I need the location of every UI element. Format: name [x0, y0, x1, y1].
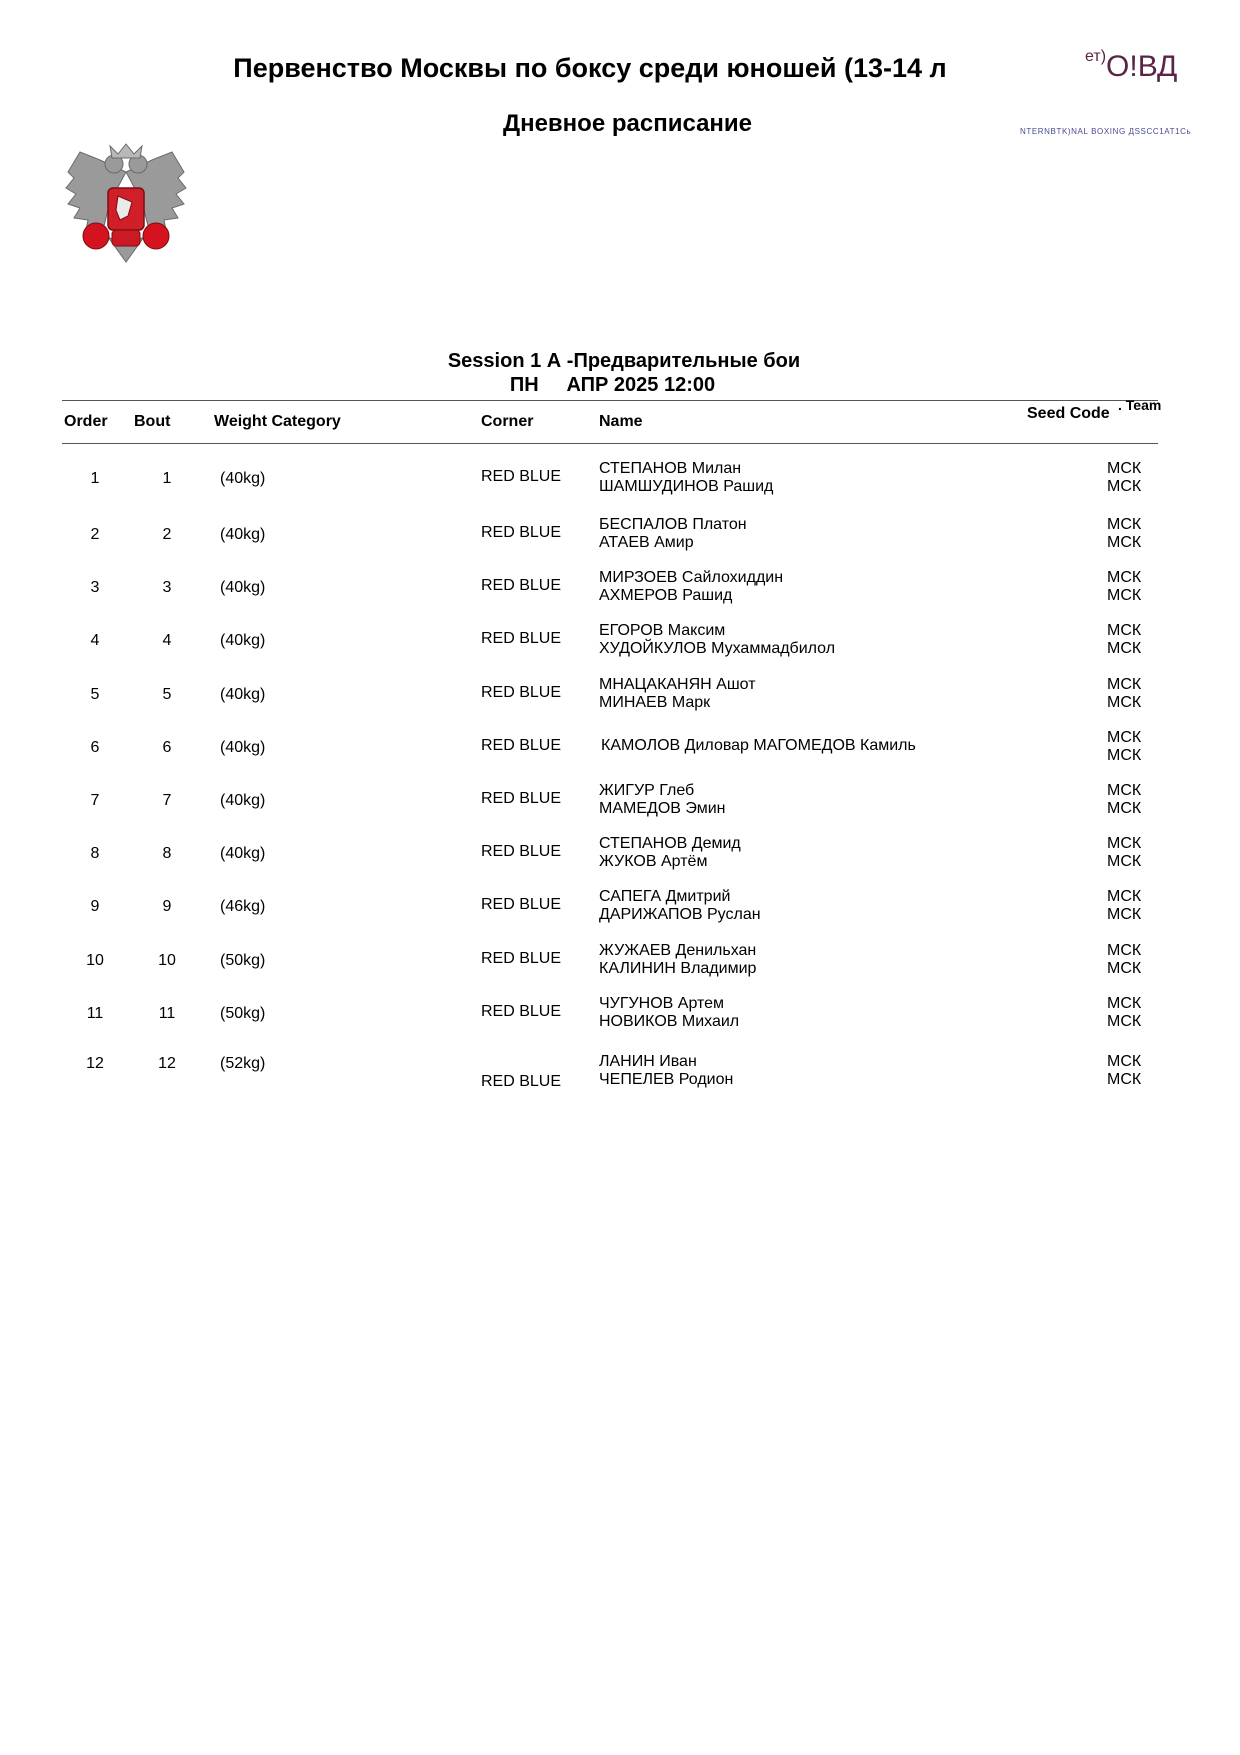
blue-team: МСК: [1107, 1013, 1142, 1030]
blue-boxer-name: ШАМШУДИНОВ Рашид: [599, 478, 774, 495]
order-cell: 3: [90, 579, 100, 596]
red-team: МСК: [1107, 729, 1142, 746]
column-header-order: Order: [64, 413, 108, 430]
iba-logo-sup: ет): [1085, 48, 1107, 65]
blue-boxer-name: КАЛИНИН Владимир: [599, 960, 757, 977]
table-row: [0, 987, 1240, 1037]
blue-boxer-name: АТАЕВ Амир: [599, 534, 694, 551]
federation-emblem-icon: [60, 142, 192, 277]
table-row: [0, 561, 1240, 611]
weight-cell: (52kg): [220, 1055, 266, 1072]
bout-cell: 2: [162, 526, 172, 543]
weight-cell: (40kg): [220, 470, 266, 487]
corner-cell: RED BLUE: [481, 1073, 562, 1090]
iba-tagline: NTERNBTK)NAL BOXING ДSSCC1AT1Сь: [1020, 127, 1192, 136]
header-top-rule: [62, 400, 1158, 401]
corner-cell: RED BLUE: [481, 468, 562, 485]
order-cell: 2: [90, 526, 100, 543]
table-row: [0, 614, 1240, 664]
weight-cell: (40kg): [220, 686, 266, 703]
column-header-weight: Weight Category: [214, 413, 341, 430]
bout-cell: 4: [162, 632, 172, 649]
order-cell: 10: [86, 952, 104, 969]
red-team: МСК: [1107, 1053, 1142, 1070]
red-team: МСК: [1107, 676, 1142, 693]
corner-cell: RED BLUE: [481, 896, 562, 913]
bout-cell: 7: [162, 792, 172, 809]
bout-cell: 3: [162, 579, 172, 596]
weight-cell: (50kg): [220, 1005, 266, 1022]
red-boxer-name: СТЕПАНОВ Демид: [599, 835, 741, 852]
table-row: [0, 774, 1240, 824]
session-title: Session 1 А -Предварительные бои: [447, 350, 801, 372]
column-header-bout: Bout: [134, 413, 171, 430]
bout-cell: 9: [162, 898, 172, 915]
red-team: МСК: [1107, 569, 1142, 586]
order-cell: 1: [90, 470, 100, 487]
corner-cell: RED BLUE: [481, 843, 562, 860]
session-datetime: АПР 2025 12:00: [566, 374, 716, 396]
iba-logo-main: О!ВД: [1106, 50, 1178, 83]
weight-cell: (40kg): [220, 526, 266, 543]
table-row: [0, 1045, 1240, 1095]
column-header-team: . Team: [1118, 397, 1162, 413]
table-row: [0, 827, 1240, 877]
corner-cell: RED BLUE: [481, 524, 562, 541]
blue-boxer-name: ДАРИЖАПОВ Руслан: [599, 906, 761, 923]
order-cell: 4: [90, 632, 100, 649]
red-boxer-name: ЛАНИН Иван: [599, 1053, 697, 1070]
bout-cell: 8: [162, 845, 172, 862]
blue-team: МСК: [1107, 853, 1142, 870]
corner-cell: RED BLUE: [481, 577, 562, 594]
order-cell: 5: [90, 686, 100, 703]
weight-cell: (46kg): [220, 898, 266, 915]
red-team: МСК: [1107, 622, 1142, 639]
table-row: [0, 508, 1240, 558]
red-team: МСК: [1107, 516, 1142, 533]
corner-cell: RED BLUE: [481, 950, 562, 967]
weight-cell: (40kg): [220, 579, 266, 596]
column-header-corner: Corner: [481, 413, 534, 430]
order-cell: 11: [86, 1005, 104, 1022]
blue-boxer-name: АХМЕРОВ Рашид: [599, 587, 733, 604]
blue-team: МСК: [1107, 587, 1142, 604]
blue-team: МСК: [1107, 640, 1142, 657]
blue-boxer-name: ХУДОЙКУЛОВ Мухаммадбилол: [599, 640, 836, 657]
order-cell: 9: [90, 898, 100, 915]
red-boxer-name: МИРЗОЕВ Сайлохиддин: [599, 569, 784, 586]
blue-boxer-name: МИНАЕВ Марк: [599, 694, 711, 711]
order-cell: 12: [86, 1055, 104, 1072]
corner-cell: RED BLUE: [481, 1003, 562, 1020]
blue-team: МСК: [1107, 906, 1142, 923]
order-cell: 8: [90, 845, 100, 862]
red-team: МСК: [1107, 460, 1142, 477]
iba-logo: [1085, 50, 1177, 84]
corner-cell: RED BLUE: [481, 790, 562, 807]
column-header-seed: Seed Code: [1027, 405, 1110, 422]
page-subtitle: Дневное расписание: [502, 110, 753, 137]
column-header-name: Name: [599, 413, 643, 430]
red-boxer-name: ЕГОРОВ Максим: [599, 622, 726, 639]
red-team: МСК: [1107, 888, 1142, 905]
red-team: МСК: [1107, 942, 1142, 959]
bout-cell: 5: [162, 686, 172, 703]
page-title: Первенство Москвы по боксу среди юношей (13-14 л: [233, 53, 947, 83]
bout-cell: 12: [158, 1055, 176, 1072]
blue-team: МСК: [1107, 800, 1142, 817]
blue-boxer-name: ЖУКОВ Артём: [599, 853, 708, 870]
red-boxer-name: ЧУГУНОВ Артем: [599, 995, 725, 1012]
table-row: [0, 934, 1240, 984]
red-boxer-name: КАМОЛОВ Диловар МАГОМЕДОВ Камиль: [601, 737, 916, 754]
red-boxer-name: СТЕПАНОВ Милан: [599, 460, 742, 477]
red-boxer-name: МНАЦАКАНЯН Ашот: [599, 676, 756, 693]
weight-cell: (40kg): [220, 739, 266, 756]
blue-boxer-name: МАМЕДОВ Эмин: [599, 800, 726, 817]
blue-team: МСК: [1107, 534, 1142, 551]
bout-cell: 10: [158, 952, 176, 969]
blue-team: МСК: [1107, 747, 1142, 764]
table-row: [0, 668, 1240, 718]
table-row: [0, 721, 1240, 771]
table-row: [0, 880, 1240, 930]
red-team: МСК: [1107, 835, 1142, 852]
red-team: МСК: [1107, 782, 1142, 799]
session-day: ПН: [509, 374, 539, 396]
weight-cell: (50kg): [220, 952, 266, 969]
session-date: [0, 374, 1225, 397]
bout-cell: 6: [162, 739, 172, 756]
blue-team: МСК: [1107, 694, 1142, 711]
weight-cell: (40kg): [220, 845, 266, 862]
blue-team: МСК: [1107, 1071, 1142, 1088]
order-cell: 6: [90, 739, 100, 756]
red-team: МСК: [1107, 995, 1142, 1012]
blue-team: МСК: [1107, 478, 1142, 495]
weight-cell: (40kg): [220, 792, 266, 809]
red-boxer-name: ЖИГУР Глеб: [599, 782, 695, 799]
weight-cell: (40kg): [220, 632, 266, 649]
red-boxer-name: ЖУЖАЕВ Денильхан: [599, 942, 757, 959]
corner-cell: RED BLUE: [481, 684, 562, 701]
order-cell: 7: [90, 792, 100, 809]
red-boxer-name: САПЕГА Дмитрий: [599, 888, 731, 905]
corner-cell: RED BLUE: [481, 630, 562, 647]
red-boxer-name: БЕСПАЛОВ Платон: [599, 516, 747, 533]
blue-team: МСК: [1107, 960, 1142, 977]
header-bottom-rule: [62, 443, 1158, 444]
corner-cell: RED BLUE: [481, 737, 562, 754]
bout-cell: 1: [162, 470, 172, 487]
table-row: [0, 452, 1240, 502]
blue-boxer-name: ЧЕПЕЛЕВ Родион: [599, 1071, 734, 1088]
blue-boxer-name: НОВИКОВ Михаил: [599, 1013, 740, 1030]
bout-cell: 11: [158, 1005, 176, 1022]
